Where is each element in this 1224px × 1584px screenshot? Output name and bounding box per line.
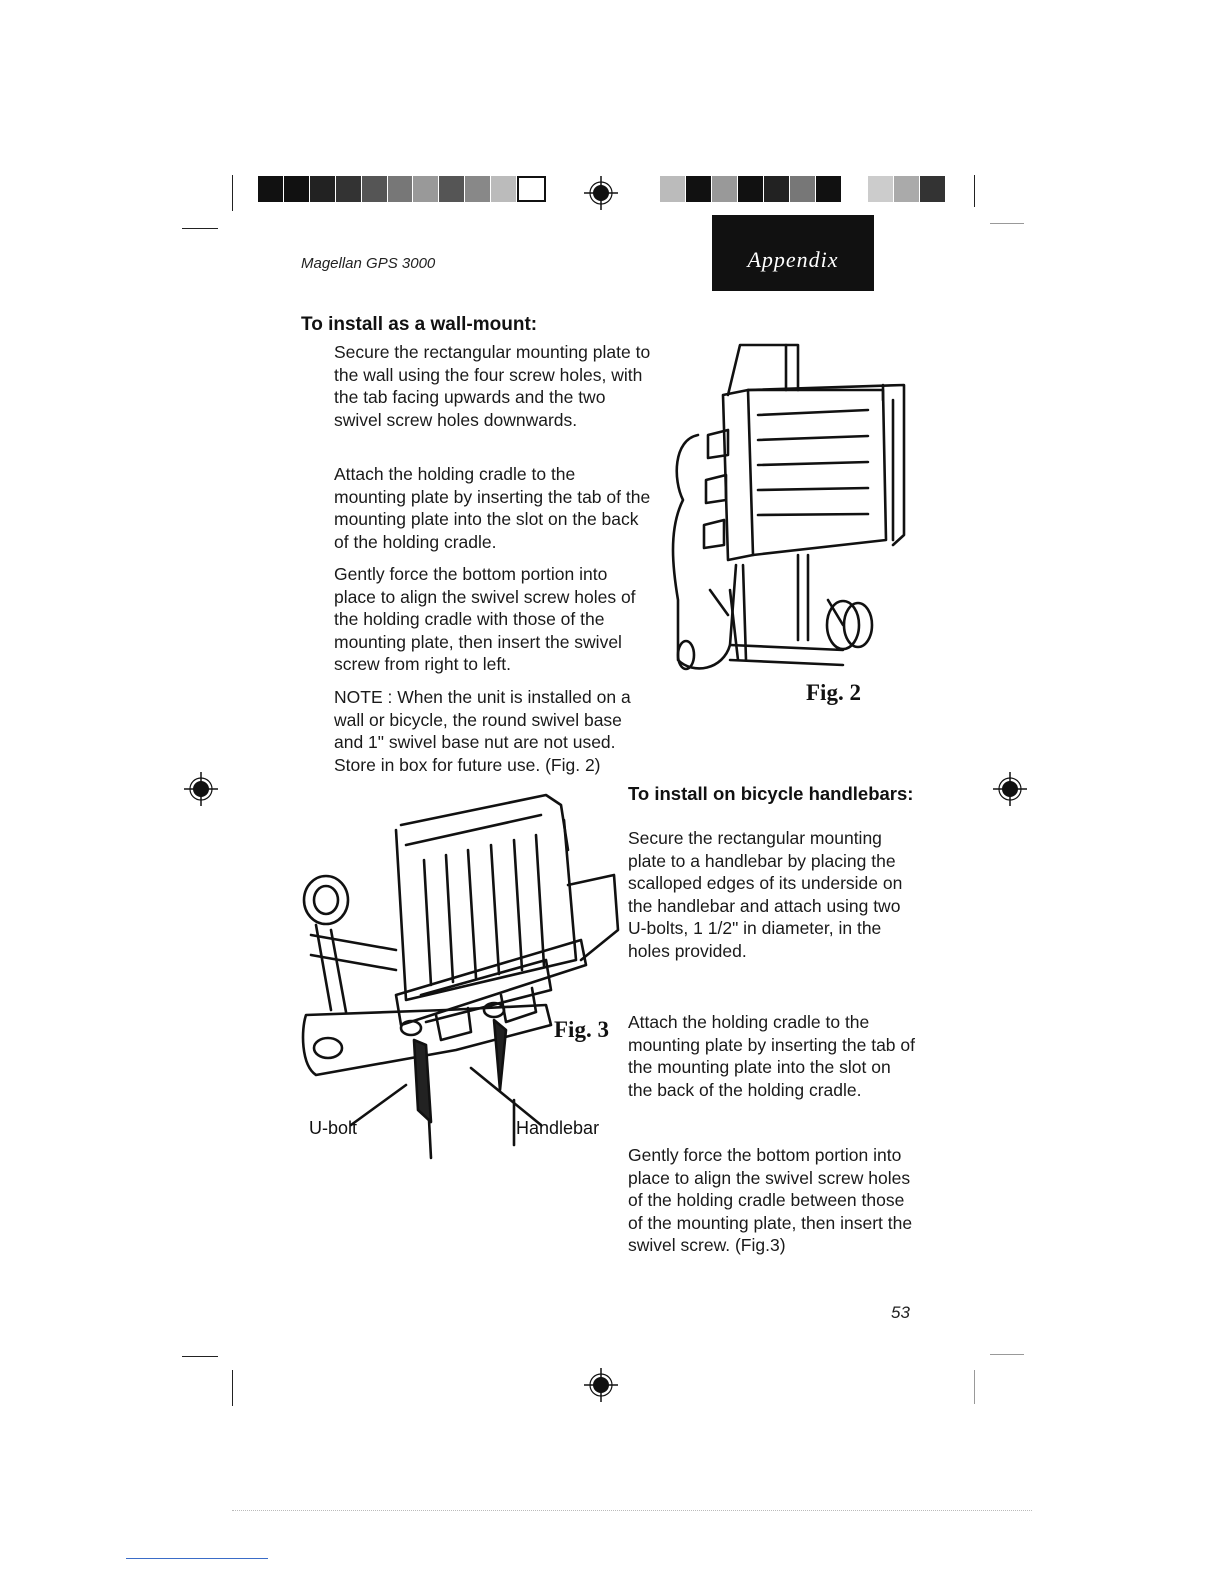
registration-mark-icon	[993, 772, 1027, 806]
bicycle-step-2: Attach the holding cradle to the mounting plate by inserting the tab of the mounting plate into the slot on the back of the holding cradle.	[628, 1012, 915, 1100]
color-bar-left	[258, 176, 546, 202]
bicycle-step-3: Gently force the bottom portion into place to align the swivel screw holes of the holding cradle between those of the mounting plate, then insert the swivel screw. (Fig.3)	[628, 1145, 913, 1255]
crop-mark-top-right-vertical	[974, 175, 975, 207]
page-number: 53	[891, 1303, 910, 1322]
scan-edge-line	[126, 1558, 268, 1559]
ubolt-label: U-bolt	[309, 1118, 358, 1138]
crop-mark-top-right-horizontal	[990, 223, 1024, 224]
crop-mark-bottom-left-vertical	[232, 1370, 233, 1406]
section-tab-label: Appendix	[747, 247, 839, 272]
bicycle-step-1: Secure the rectangular mounting plate to a handlebar by placing the scalloped edges of its underside on the handlebar and attach using two U-bolts, 1 1/2" in diameter, in the holes provided.	[628, 828, 903, 961]
figure-2-illustration	[668, 340, 908, 680]
wall-mount-heading: To install as a wall-mount:	[301, 314, 538, 335]
color-bar-right	[660, 176, 946, 202]
crop-mark-top-left-horizontal	[182, 228, 218, 229]
figure-3-illustration	[296, 790, 626, 1160]
registration-mark-icon	[584, 176, 618, 210]
scan-noise-line	[232, 1510, 1032, 1512]
running-head: Magellan GPS 3000	[301, 255, 436, 272]
figure-3-caption: Fig. 3	[554, 1017, 609, 1042]
crop-mark-top-left-vertical	[232, 175, 233, 211]
crop-mark-bottom-right-vertical	[974, 1370, 975, 1404]
bicycle-heading: To install on bicycle handlebars:	[628, 783, 914, 804]
wall-mount-step-1: Secure the rectangular mounting plate to the wall using the four screw holes, with the tab facing upwards and the two swivel screw holes downwards.	[334, 342, 651, 430]
wall-mount-step-2: Attach the holding cradle to the mounting plate by inserting the tab of the mounting plate into the slot on the back of the holding cradle.	[334, 464, 651, 552]
crop-mark-bottom-right-horizontal	[990, 1354, 1024, 1355]
wall-mount-step-3: Gently force the bottom portion into place to align the swivel screw holes of the holding cradle with those of the mounting plate, then insert the swivel screw from right to left.	[334, 564, 636, 674]
figure-2-caption: Fig. 2	[806, 680, 861, 705]
registration-mark-icon	[584, 1368, 618, 1402]
crop-mark-bottom-left-horizontal	[182, 1356, 218, 1357]
handlebar-label: Handlebar	[516, 1118, 600, 1138]
wall-mount-note: NOTE : When the unit is installed on a wall or bicycle, the round swivel base and 1" swivel base nut are not used. Store in box for future use. (Fig. 2)	[334, 687, 631, 775]
registration-mark-icon	[184, 772, 218, 806]
